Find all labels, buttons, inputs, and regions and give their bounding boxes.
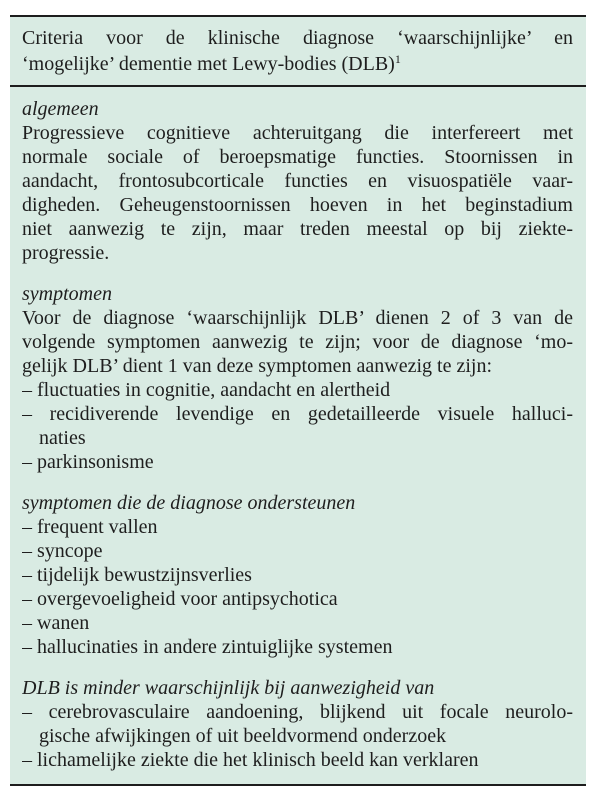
- list-item: – cerebrovasculaire aandoening, blijkend uit focale neurolo-: [22, 701, 573, 723]
- list-item: – lichamelijke ziekte die het klinisch beeld kan verklaren: [22, 749, 479, 771]
- list-item: – parkinsonisme: [22, 451, 154, 473]
- paragraph-line: progressie.: [22, 242, 110, 264]
- list-item: – tijdelijk bewustzijnsverlies: [22, 564, 252, 586]
- table-body: [10, 87, 586, 772]
- table-title: [10, 17, 586, 87]
- list-item: – fluctuaties in cognitie, aandacht en alertheid: [22, 379, 391, 401]
- section-symptoms: [22, 282, 573, 474]
- footnote-marker: 1: [394, 52, 401, 66]
- section-heading: symptomen: [22, 283, 112, 305]
- list-item: – recidiverende levendige en gedetailleerde visuele halluci-: [22, 403, 573, 425]
- section-heading: algemeen: [22, 98, 99, 120]
- title-line-1: Criteria voor de klinische diagnose ‘waarschijnlijke’ en: [22, 27, 573, 49]
- paragraph-line: Progressieve cognitieve achteruitgang die interfereert met: [22, 122, 573, 144]
- section-supporting-symptoms: [22, 491, 573, 659]
- section-heading: symptomen die de diagnose ondersteunen: [22, 492, 356, 514]
- list-item-continuation: naties: [39, 427, 86, 449]
- paragraph-line: niet aanwezig te zijn, maar treden meestal op bij ziekte-: [22, 218, 573, 240]
- paragraph-line: normale sociale of beroepsmatige functies. Stoornissen in: [22, 146, 573, 168]
- list-item-continuation: gische afwijkingen of uit beeldvormend onderzoek: [39, 725, 447, 747]
- list-item: – overgevoeligheid voor antipsychotica: [22, 588, 338, 610]
- paragraph-line: volgende symptomen aanwezig te zijn; voor de diagnose ‘mo-: [22, 331, 573, 353]
- list-item: – frequent vallen: [22, 516, 158, 538]
- section-general: [22, 97, 573, 265]
- criteria-table: [10, 15, 586, 786]
- section-less-likely: [22, 676, 573, 772]
- list-item: – wanen: [22, 612, 90, 634]
- paragraph-line: digheden. Geheugenstoornissen hoeven in het beginstadium: [22, 194, 573, 216]
- paragraph-line: aandacht, frontosubcorticale functies en visuospatiële vaar-: [22, 170, 573, 192]
- list-item: – syncope: [22, 540, 103, 562]
- paragraph-line: gelijk DLB’ dient 1 van deze symptomen aanwezig te zijn:: [22, 355, 493, 377]
- title-line-2: [22, 51, 573, 77]
- list-item: – hallucinaties in andere zintuiglijke systemen: [22, 636, 393, 658]
- paragraph-line: Voor de diagnose ‘waarschijnlijk DLB’ dienen 2 of 3 van de: [22, 307, 573, 329]
- section-heading: DLB is minder waarschijnlijk bij aanwezigheid van: [22, 677, 435, 699]
- title-line-2-text: ‘mogelijke’ dementie met Lewy-bodies (DLB): [22, 53, 395, 75]
